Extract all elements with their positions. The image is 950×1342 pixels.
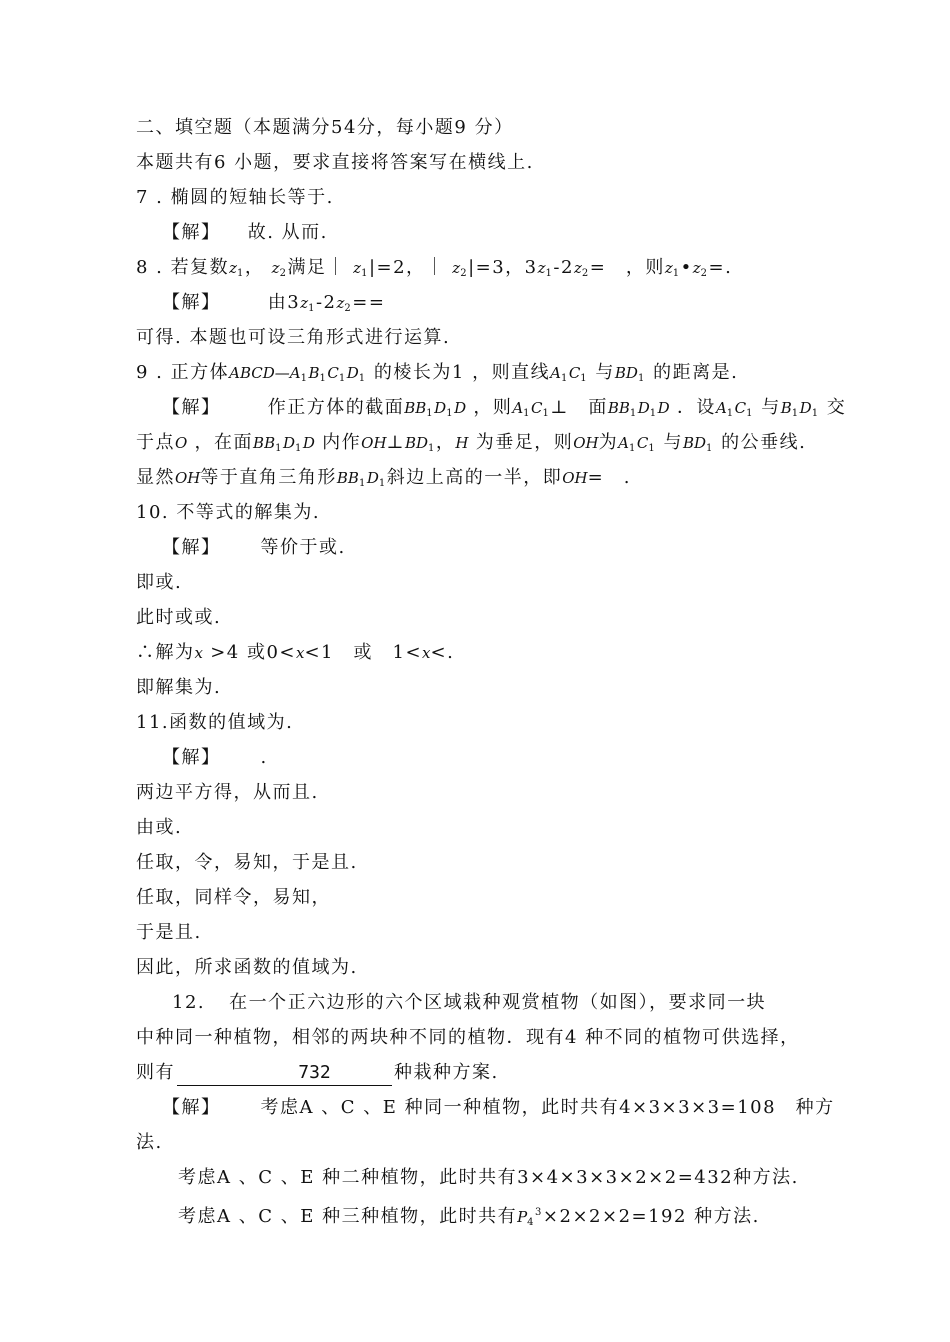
solution-12-line3: 考虑A 、C 、E 种三种植物，此时共有$P4^3\times 2\times 2\times 2=192$ 种方法. <box>178 1206 760 1228</box>
solution-12: 【解】 考虑A 、C 、E 种同一种植物，此时共有4×3×3×3=108 种方 <box>162 1097 835 1118</box>
solution-9: 【解】 作正方体的截面BB1D1D ，则A1C1⊥ 面BB1D1D ．设A1C1 与B1D1 交 <box>162 397 847 419</box>
question-12-line3: 则有 732 种栽种方案. <box>136 1061 890 1086</box>
solution-11-line5: 任取，同样令，易知， <box>136 887 331 908</box>
solution-10-line2: 即或. <box>136 572 183 593</box>
question-7: 7 . 椭圆的短轴长等于. <box>136 187 334 208</box>
solution-10-line4: ∴解为x >4 或0<x<1 或 1<x<. <box>136 642 455 663</box>
solution-11-line4: 任取，令，易知，于是且. <box>136 852 358 873</box>
question-11: 11.函数的值域为. <box>136 712 294 733</box>
solution-11-line6: 于是且. <box>136 922 202 943</box>
solution-9-line2: 于点O ，在面BB1D1D 内作OH⊥BD1，H 为垂足，则OH为A1C1 与BD1 的公垂线. <box>136 432 807 454</box>
solution-9-line3: 显然OH等于直角三角形BB1D1斜边上高的一半，即OH= . <box>136 467 631 489</box>
solution-11-line3: 由或. <box>136 817 183 838</box>
answer-blank: 732 <box>177 1061 392 1086</box>
question-12-line2: 中种同一种植物，相邻的两块种不同的植物．现有4 种不同的植物可供选择， <box>136 1027 800 1048</box>
solution-8-cont: 可得. 本题也可设三角形式进行运算. <box>136 327 451 348</box>
question-9: 9 . 正方体ABCD—A1B1C1D1 的棱长为1 ，则直线A1C1 与BD1 的距离是. <box>136 362 739 384</box>
solution-11-line2: 两边平方得，从而且. <box>136 782 319 803</box>
solution-11-line7: 因此，所求函数的值域为. <box>136 957 358 978</box>
solution-10-line5: 即解集为. <box>136 677 222 698</box>
solution-10-line3: 此时或或. <box>136 607 222 628</box>
question-8: 8 . 若复数z1， z2满足｜ z1|=2，｜ z2|=3，3z1-2z2= ，则z1•z2=. <box>136 257 733 279</box>
question-10: 10. 不等式的解集为. <box>136 502 321 523</box>
solution-10: 【解】 等价于或. <box>162 537 346 558</box>
solution-12-cont: 法. <box>136 1132 163 1153</box>
solution-12-line2: 考虑A 、C 、E 种二种植物，此时共有3×4×3×3×2×2=432种方法. <box>178 1167 799 1188</box>
section-intro: 本题共有6 小题，要求直接将答案写在横线上. <box>136 152 534 173</box>
solution-11: 【解】 . <box>162 747 268 768</box>
section-heading: 二、填空题（本题满分54分，每小题9 分） <box>136 117 514 138</box>
solution-7: 【解】 故. 从而. <box>162 222 328 243</box>
question-12: 12. 在一个正六边形的六个区域栽种观赏植物（如图），要求同一块 <box>172 992 767 1013</box>
solution-8: 【解】 由3z1-2z2== <box>162 292 386 314</box>
